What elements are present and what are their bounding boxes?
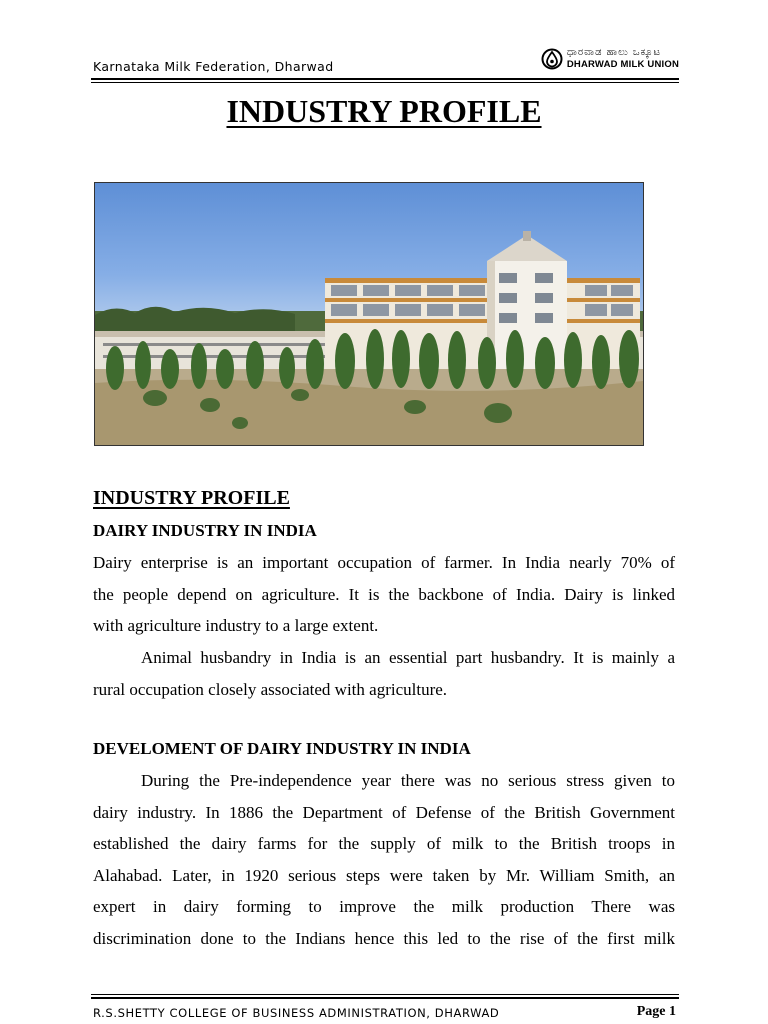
page-title: INDUSTRY PROFILE — [226, 93, 542, 129]
text-line: During the Pre-independence year there was no serious stress given to — [141, 771, 675, 790]
subhead-dairy-industry: DAIRY INDUSTRY IN INDIA — [93, 521, 317, 540]
text-line: expert in dairy forming to improve the milk production There was — [93, 897, 675, 916]
footer-college: R.S.SHETTY COLLEGE OF BUSINESS ADMINISTRATION, DHARWAD — [93, 1006, 500, 1020]
page-header — [91, 44, 679, 78]
section-title: INDUSTRY PROFILE — [93, 487, 290, 509]
footer-rule-thick — [91, 997, 679, 999]
paragraph-development — [93, 765, 675, 954]
subhead-development: DEVELOMENT OF DAIRY INDUSTRY IN INDIA — [93, 739, 471, 758]
text-line: dairy industry. In 1886 the Department of Defense of the British Government — [93, 802, 675, 822]
header-rule-thick — [91, 78, 679, 80]
text-line: with agriculture industry to a large extent. — [93, 616, 379, 635]
dairy-plant-photo-icon — [95, 183, 643, 445]
text-line: Animal husbandry in India is an essential part husbandry. It is mainly a — [141, 648, 675, 667]
text-line: rural occupation closely associated with agriculture. — [93, 679, 448, 699]
logo-english-text: DHARWAD MILK UNION — [566, 59, 679, 70]
milk-drop-logo-icon — [541, 48, 563, 70]
page-number: Page 1 — [636, 1004, 676, 1019]
header-organization: Karnataka Milk Federation, Dharwad — [93, 59, 334, 74]
text-line: the people depend on agriculture. It is the backbone of India. Dairy is linked — [93, 584, 675, 604]
text-line: discrimination done to the Indians hence this led to the rise of the first milk — [93, 928, 675, 948]
dharwad-milk-union-logo — [541, 44, 679, 74]
text-line: established the dairy farms for the supply of milk to the British troops in — [93, 834, 675, 853]
footer-rule-thin — [91, 994, 679, 995]
header-rule-thin — [91, 82, 679, 83]
text-line: Dairy enterprise is an important occupation of farmer. In India nearly 70% of — [93, 553, 675, 572]
text-line: Alahabad. Later, in 1920 serious steps were taken by Mr. William Smith, an — [93, 865, 675, 885]
paragraph-dairy-enterprise — [93, 547, 675, 642]
dairy-plant-photo — [94, 182, 644, 446]
logo-kannada-text: ಧಾರವಾಡ ಹಾಲು ಒಕ್ಕೂಟ — [566, 47, 662, 58]
paragraph-animal-husbandry — [93, 642, 675, 705]
